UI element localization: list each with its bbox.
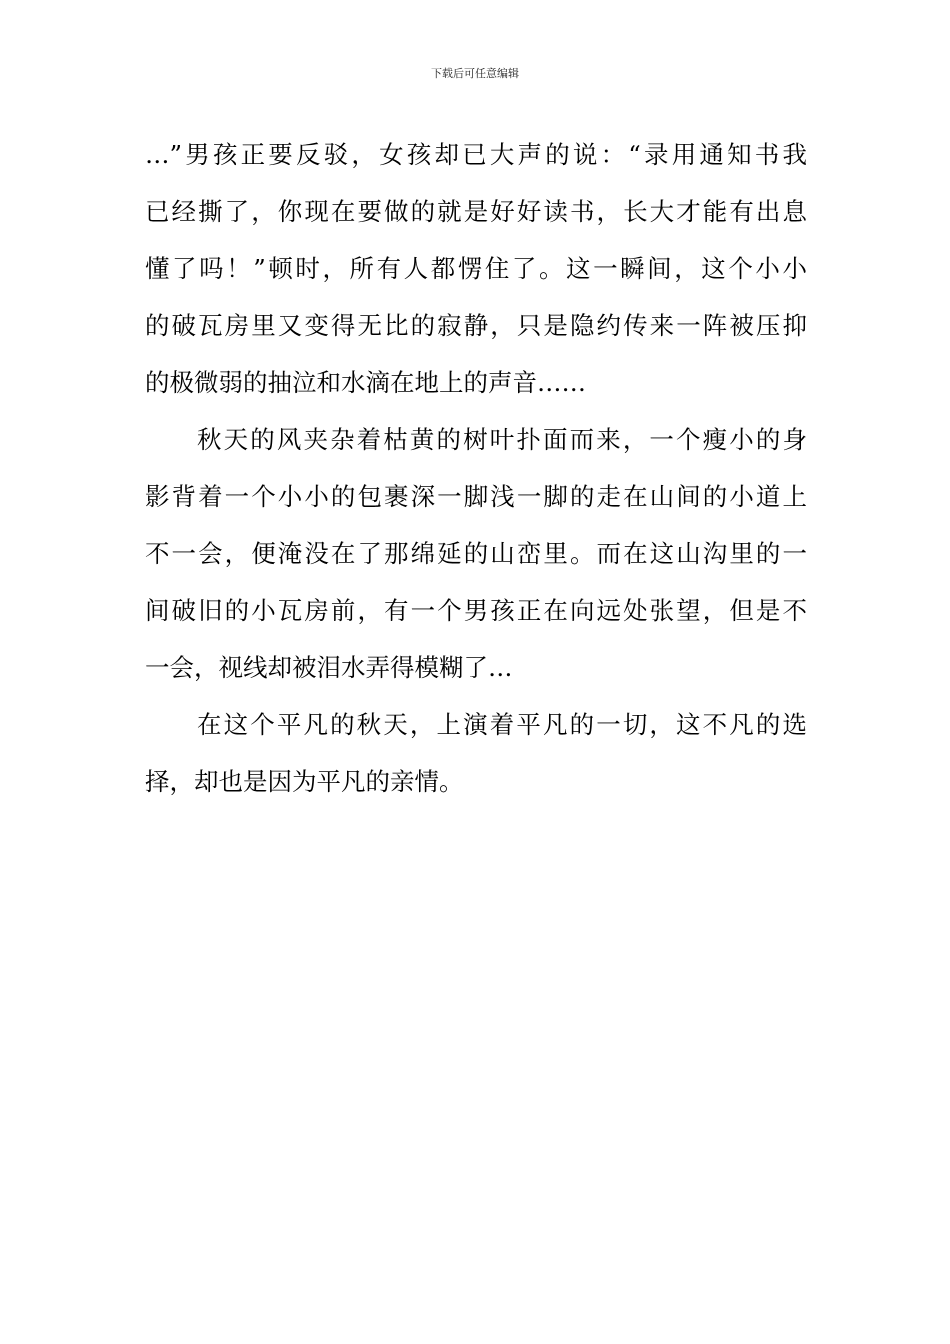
text-line: 在这个平凡的秋天，上演着平凡的一切，这不凡的选 [197,710,807,739]
text-line: 已经撕了，你现在要做的就是好好读书，长大才能有出息 [145,197,807,226]
page-header: 下载后可任意编辑 [431,67,519,80]
text-line: 不一会，便淹没在了那绵延的山峦里。而在这山沟里的一 [145,539,807,568]
text-line: 间破旧的小瓦房前，有一个男孩正在向远处张望，但是不 [145,596,807,625]
text-line: …”男孩正要反驳，女孩却已大声的说：“录用通知书我 [145,140,807,169]
text-line: 择，却也是因为平凡的亲情。 [145,767,464,796]
text-line: 的极微弱的抽泣和水滴在地上的声音…… [145,368,586,397]
paragraph-1 [145,126,807,411]
text-line: 一会，视线却被泪水弄得模糊了… [145,653,513,682]
text-line: 秋天的风夹杂着枯黄的树叶扑面而来，一个瘦小的身 [197,425,807,454]
paragraph-3 [145,696,807,810]
text-line: 影背着一个小小的包裹深一脚浅一脚的走在山间的小道上 [145,482,807,511]
paragraph-2 [145,411,807,696]
document-body [145,126,807,810]
text-line: 的破瓦房里又变得无比的寂静，只是隐约传来一阵被压抑 [145,311,807,340]
text-line: 懂了吗！”顿时，所有人都愣住了。这一瞬间，这个小小 [145,254,807,283]
